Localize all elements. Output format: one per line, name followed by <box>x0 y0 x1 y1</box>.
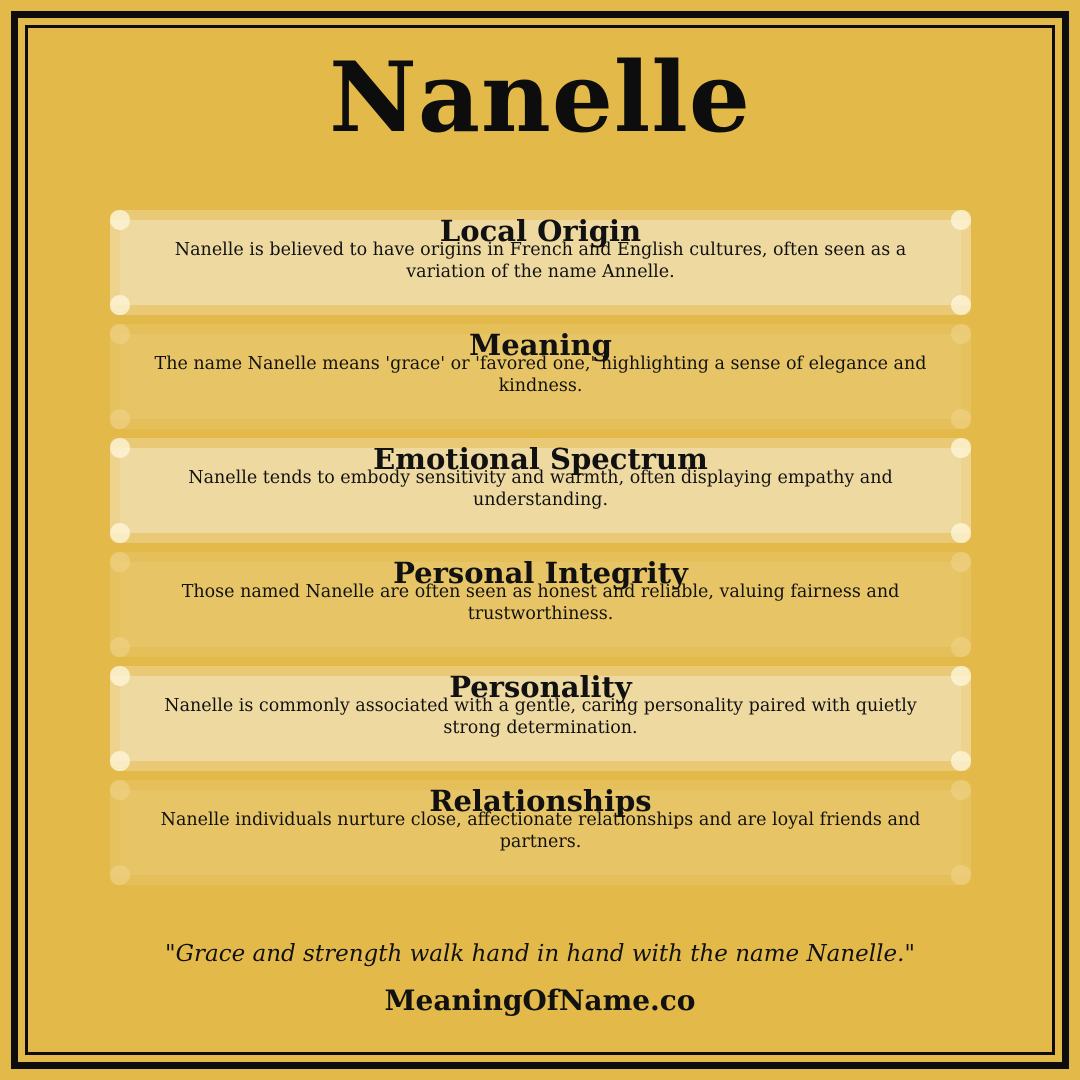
corner-dot-icon <box>951 523 971 543</box>
section-heading: Relationships <box>429 784 652 818</box>
section-card-meaning <box>110 324 971 429</box>
section-text: Nanelle individuals nurture close, affectionate relationships and are loyal friends and partners. <box>160 810 921 852</box>
quote: "Grace and strength walk hand in hand with the name Nanelle." <box>165 941 915 967</box>
corner-dot-icon <box>110 865 130 885</box>
section-card-personal-integrity <box>110 552 971 657</box>
section-card-personality <box>110 666 971 771</box>
section-card-relationships <box>110 780 971 885</box>
section-heading: Local Origin <box>439 214 642 248</box>
section-heading: Personality <box>449 670 632 704</box>
section-card-local-origin <box>110 210 971 315</box>
name-title: Nanelle <box>329 41 751 154</box>
section-text: Nanelle is believed to have origins in French and English cultures, often seen as a variation of the name Annelle. <box>174 240 907 282</box>
section-text: The name Nanelle means 'grace' or 'favored one,' highlighting a sense of elegance and kindness. <box>154 354 927 396</box>
section-card-emotional-spectrum <box>110 438 971 543</box>
corner-dot-icon <box>951 751 971 771</box>
corner-dot-icon <box>951 865 971 885</box>
site-name: MeaningOfName.co <box>384 984 696 1017</box>
corner-dot-icon <box>110 637 130 657</box>
section-text: Nanelle tends to embody sensitivity and warmth, often displaying empathy and understanding. <box>188 468 893 510</box>
section-heading: Personal Integrity <box>393 556 688 590</box>
corner-dot-icon <box>110 751 130 771</box>
corner-dot-icon <box>951 637 971 657</box>
corner-dot-icon <box>951 409 971 429</box>
section-heading: Emotional Spectrum <box>373 442 708 476</box>
section-text: Those named Nanelle are often seen as honest and reliable, valuing fairness and trustworthiness. <box>181 582 900 624</box>
corner-dot-icon <box>110 295 130 315</box>
section-text: Nanelle is commonly associated with a gentle, caring personality paired with quietly strong determination. <box>164 696 917 738</box>
section-heading: Meaning <box>469 328 612 362</box>
corner-dot-icon <box>110 523 130 543</box>
corner-dot-icon <box>110 409 130 429</box>
corner-dot-icon <box>951 295 971 315</box>
